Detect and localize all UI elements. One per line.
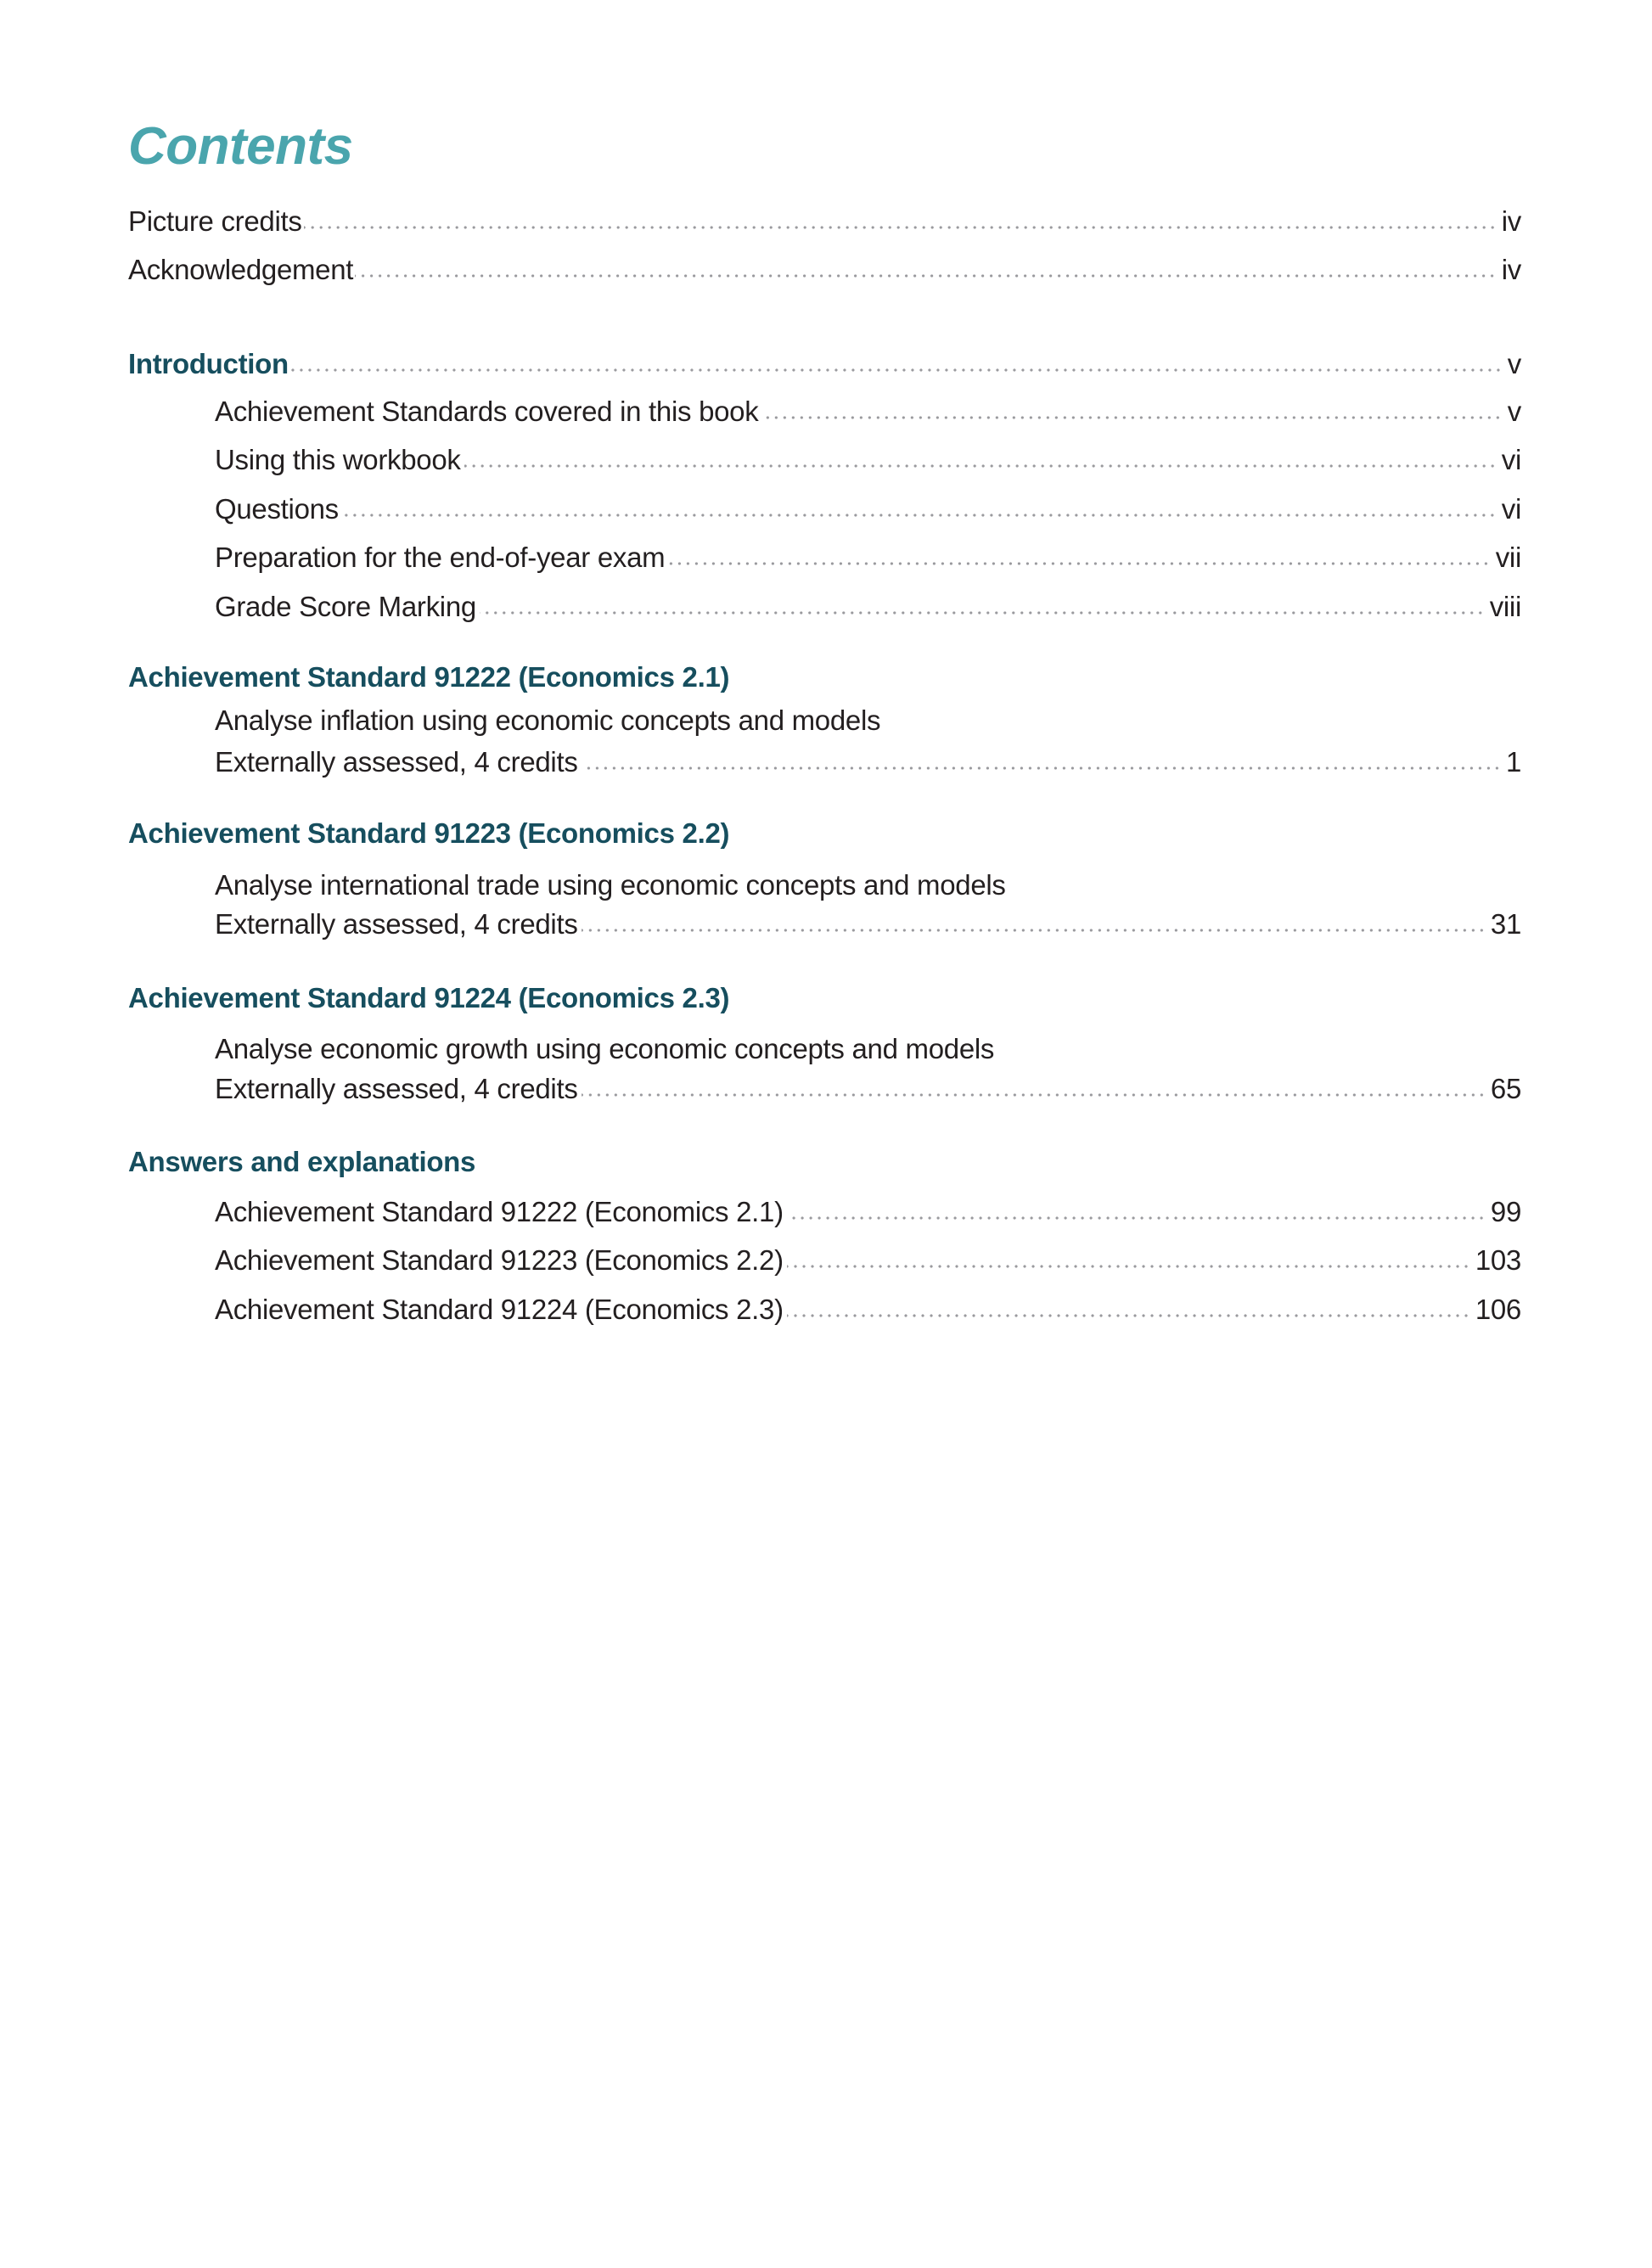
dot-leader <box>355 274 1497 278</box>
dot-leader <box>582 929 1486 932</box>
dot-leader <box>787 1314 1470 1317</box>
toc-entry-label: Analyse economic growth using economic concepts and models <box>215 1033 995 1064</box>
toc-page-number: 31 <box>1490 908 1521 940</box>
toc-section-heading: Achievement Standard 91222 (Economics 2.1) <box>128 661 730 693</box>
toc-entry-label: Achievement Standards covered in this book <box>215 396 759 427</box>
toc-section-heading: Achievement Standard 91223 (Economics 2.2) <box>128 817 730 849</box>
dot-leader <box>761 416 1502 419</box>
toc-entry-label: Achievement Standard 91222 (Economics 2.1) <box>215 1196 784 1227</box>
toc-entry-using-workbook[interactable] <box>215 443 1521 477</box>
toc-entry-label: Analyse international trade using economic concepts and models <box>215 869 1006 901</box>
toc-page-number: viii <box>1489 591 1521 622</box>
toc-entry-answers-91223[interactable] <box>215 1243 1521 1277</box>
toc-page-number: iv <box>1501 205 1521 237</box>
toc-section-standard-91224 <box>128 981 1521 1015</box>
toc-page-number: 103 <box>1475 1244 1521 1276</box>
toc-page-number: vii <box>1495 542 1521 573</box>
toc-section-heading: Achievement Standard 91224 (Economics 2.3) <box>128 982 730 1013</box>
toc-entry-standard-91222[interactable] <box>215 745 1521 779</box>
dot-leader <box>582 1093 1486 1097</box>
dot-leader <box>480 611 1485 615</box>
toc-section-standard-91222 <box>128 660 1521 694</box>
toc-page-number: iv <box>1501 254 1521 285</box>
toc-entry-label: Analyse inflation using economic concepts and models <box>215 705 881 736</box>
toc-entry-label: Grade Score Marking <box>215 591 476 622</box>
dot-leader <box>666 562 1490 565</box>
toc-entry-questions[interactable] <box>215 492 1521 526</box>
toc-section-heading: Introduction <box>128 348 289 379</box>
toc-entry-label: Using this workbook <box>215 444 461 475</box>
toc-page-number: vi <box>1501 493 1521 525</box>
toc-standard-description <box>215 704 1521 738</box>
toc-entry-label: Preparation for the end-of-year exam <box>215 542 666 573</box>
toc-page-number: 106 <box>1475 1294 1521 1325</box>
toc-page-number: vi <box>1501 444 1521 475</box>
toc-entry-label: Picture credits <box>128 205 302 237</box>
toc-section-heading: Answers and explanations <box>128 1146 476 1177</box>
toc-standard-description <box>215 868 1521 902</box>
toc-entry-answers-91222[interactable] <box>215 1195 1521 1229</box>
toc-page-number: v <box>1507 348 1521 379</box>
toc-entry-label: Externally assessed, 4 credits <box>215 908 578 940</box>
toc-entry-standard-91224[interactable] <box>215 1072 1521 1106</box>
toc-section-standard-91223 <box>128 817 1521 850</box>
toc-entry-standards-covered[interactable] <box>215 395 1521 429</box>
toc-standard-description <box>215 1032 1521 1066</box>
toc-entry-label: Externally assessed, 4 credits <box>215 746 578 778</box>
toc-entry-exam-preparation[interactable] <box>215 541 1521 575</box>
toc-section-answers <box>128 1145 1521 1179</box>
toc-entry-standard-91223[interactable] <box>215 907 1521 941</box>
toc-page-number: 65 <box>1490 1073 1521 1104</box>
toc-entry-grade-score-marking[interactable] <box>215 590 1521 624</box>
toc-section-introduction[interactable] <box>128 347 1521 381</box>
page-title: Contents <box>128 117 353 176</box>
toc-entry-label: Questions <box>215 493 339 525</box>
toc-page-number: 1 <box>1505 746 1521 778</box>
toc-entry-label: Achievement Standard 91223 (Economics 2.2) <box>215 1244 784 1276</box>
toc-entry-answers-91224[interactable] <box>215 1293 1521 1327</box>
dot-leader <box>582 766 1501 770</box>
dot-leader <box>290 368 1503 372</box>
toc-entry-label: Externally assessed, 4 credits <box>215 1073 578 1104</box>
dot-leader <box>464 464 1497 468</box>
toc-entry-label: Acknowledgement <box>128 254 354 285</box>
dot-leader <box>787 1216 1486 1220</box>
toc-entry-picture-credits[interactable] <box>128 205 1521 239</box>
dot-leader <box>787 1265 1470 1268</box>
toc-entry-label: Achievement Standard 91224 (Economics 2.3) <box>215 1294 784 1325</box>
toc-page-number: v <box>1507 396 1521 427</box>
dot-leader <box>304 226 1497 229</box>
toc-entry-acknowledgement[interactable] <box>128 253 1521 287</box>
dot-leader <box>340 514 1497 517</box>
toc-page-number: 99 <box>1490 1196 1521 1227</box>
